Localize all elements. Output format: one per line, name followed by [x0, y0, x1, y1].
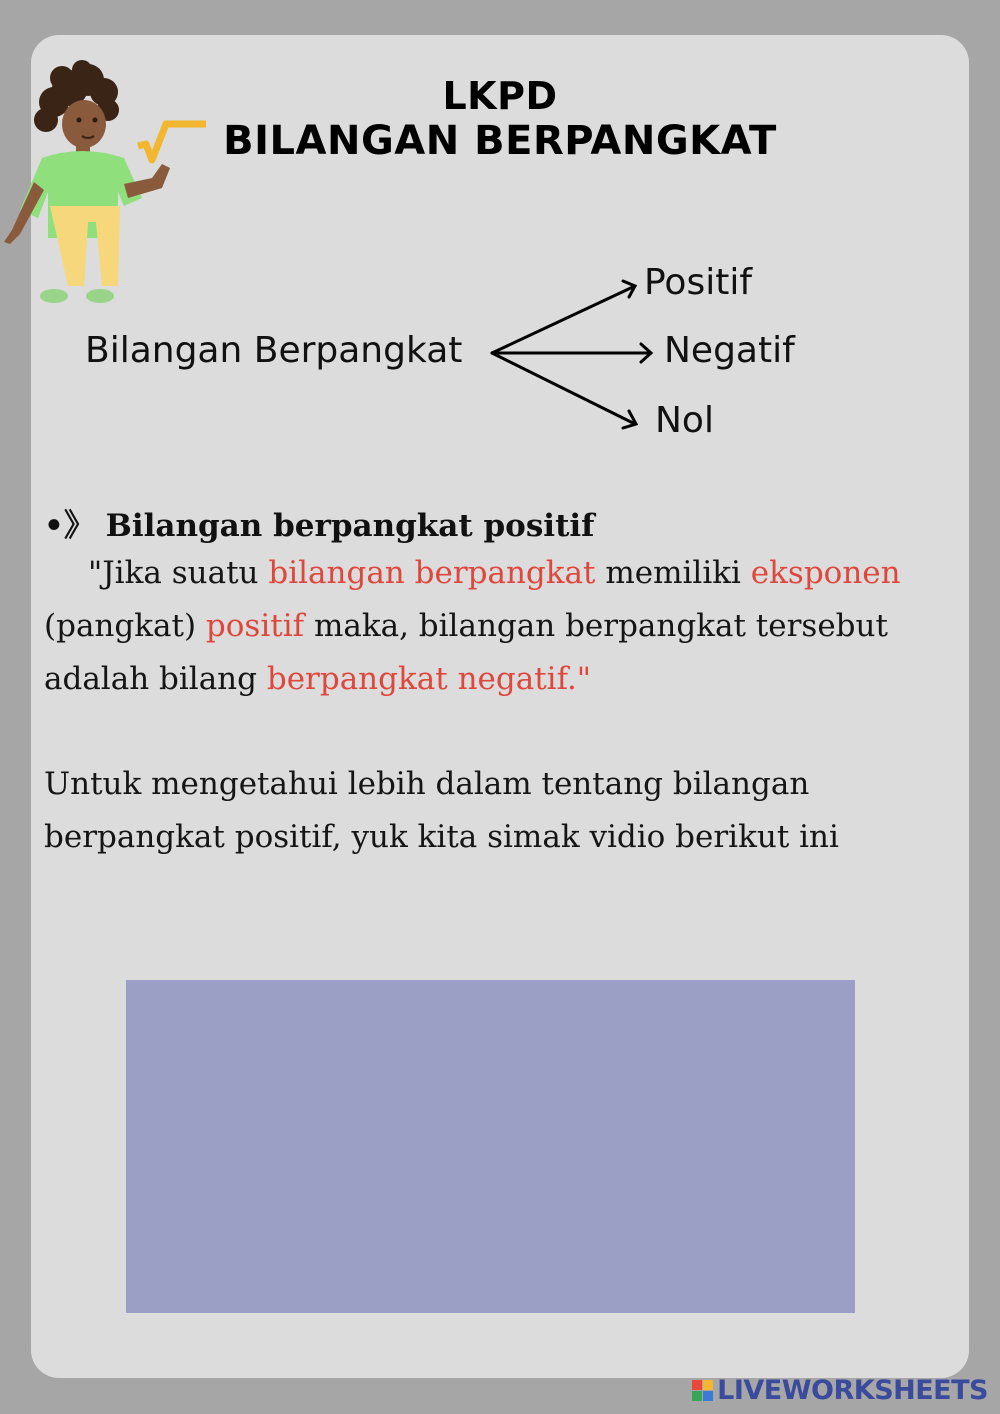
branch-positif: Positif	[644, 262, 752, 303]
highlight-term: bilangan berpangkat	[268, 555, 596, 591]
section-heading-text: Bilangan berpangkat positif	[105, 508, 595, 544]
section-heading	[44, 500, 595, 545]
page-title-line2: BILANGAN BERPANGKAT	[223, 118, 777, 164]
page-title-line1: LKPD	[442, 74, 558, 118]
highlight-term: berpangkat negatif."	[266, 661, 592, 697]
bullet-icon: •》	[44, 508, 95, 544]
brand-name: LIVEWORKSHEETS	[717, 1375, 988, 1406]
arrow-to-nol	[492, 353, 635, 424]
liveworksheets-logo[interactable]	[692, 1375, 988, 1406]
arrow-to-positif	[492, 286, 635, 353]
highlight-term: eksponen	[750, 555, 901, 591]
branch-nol: Nol	[655, 400, 714, 441]
definition-quote	[44, 547, 914, 706]
quote-text: memiliki	[595, 555, 751, 591]
branch-negatif: Negatif	[664, 330, 795, 371]
intro-paragraph: Untuk mengetahui lebih dalam tentang bilangan berpangkat positif, yuk kita simak vidio berikut ini	[44, 766, 839, 855]
video-embed-placeholder[interactable]	[126, 980, 855, 1313]
quote-text: "Jika suatu	[88, 555, 269, 591]
quote-text: maka, bilangan berpangkat tersebut adalah bilang	[44, 608, 888, 697]
diagram-root-label: Bilangan Berpangkat	[85, 330, 463, 371]
highlight-term: positif	[205, 608, 305, 644]
quote-text: (pangkat)	[44, 608, 206, 644]
liveworksheets-logo-icon	[692, 1380, 713, 1401]
